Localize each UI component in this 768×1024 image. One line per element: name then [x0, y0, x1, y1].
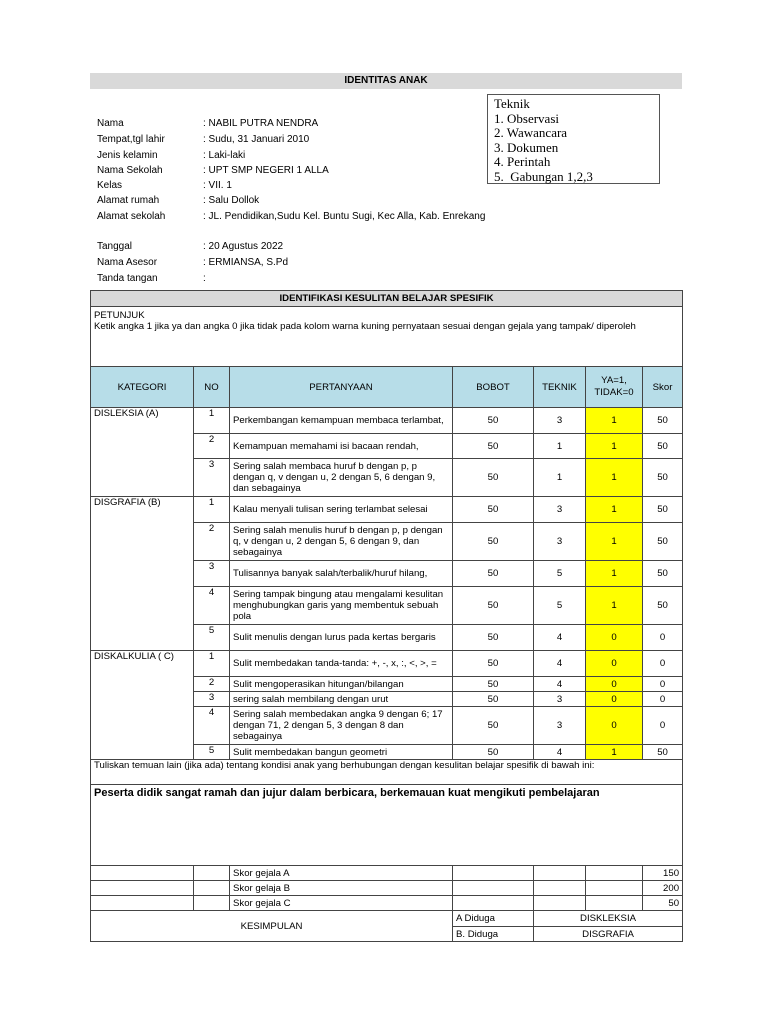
row-answer-input[interactable]: 1: [586, 497, 643, 523]
info-value: :: [203, 273, 206, 284]
row-skor: 0: [643, 707, 683, 745]
table-row: [91, 745, 683, 760]
kesimpulan-item-label: B. Diduga: [453, 927, 534, 942]
info-value: : UPT SMP NEGERI 1 ALLA: [203, 165, 329, 176]
score-label: Skor gejala C: [230, 896, 453, 911]
row-skor: 50: [643, 745, 683, 760]
category-label: [91, 523, 194, 561]
row-bobot: 50: [453, 434, 534, 459]
category-label: [91, 459, 194, 497]
row-answer-input[interactable]: 1: [586, 745, 643, 760]
info-value: : Sudu, 31 Januari 2010: [203, 134, 310, 145]
section-title: IDENTIFIKASI KESULITAN BELAJAR SPESIFIK: [91, 291, 683, 307]
col-pertanyaan: PERTANYAAN: [230, 367, 453, 408]
teknik-legend: [487, 94, 660, 184]
info-value: : VII. 1: [203, 180, 232, 191]
petunjuk-text: Ketik angka 1 jika ya dan angka 0 jika tidak pada kolom warna kuning pernyataan sesuai dengan gejala yang tampak/ diperoleh: [94, 321, 636, 332]
row-teknik: 4: [534, 677, 586, 692]
row-no: 3: [194, 692, 230, 707]
table-row: [91, 651, 683, 677]
row-skor: 0: [643, 677, 683, 692]
row-teknik: 4: [534, 651, 586, 677]
col-no: NO: [194, 367, 230, 408]
row-question: Sulit menulis dengan lurus pada kertas bergaris: [230, 625, 453, 651]
row-bobot: 50: [453, 625, 534, 651]
table-row: [91, 523, 683, 561]
score-value: 200: [643, 881, 683, 896]
row-no: 5: [194, 745, 230, 760]
row-skor: 50: [643, 408, 683, 434]
info-label: Alamat sekolah: [97, 211, 166, 222]
row-teknik: 3: [534, 707, 586, 745]
row-no: 2: [194, 677, 230, 692]
row-skor: 50: [643, 459, 683, 497]
col-skor: Skor: [643, 367, 683, 408]
teknik-item: 2. Wawancara: [494, 125, 568, 140]
row-bobot: 50: [453, 745, 534, 760]
row-answer-input[interactable]: 1: [586, 408, 643, 434]
info-value: : ERMIANSA, S.Pd: [203, 257, 289, 268]
score-label: Skor gelaja B: [230, 881, 453, 896]
teknik-item: 5. Gabungan 1,2,3: [494, 168, 593, 184]
info-value: : 20 Agustus 2022: [203, 241, 284, 252]
row-no: 2: [194, 434, 230, 459]
table-row: [91, 497, 683, 523]
category-label: [91, 434, 194, 459]
row-question: Kalau menyali tulisan sering terlambat selesai: [230, 497, 453, 523]
row-answer-input[interactable]: 0: [586, 651, 643, 677]
row-answer-input[interactable]: 0: [586, 677, 643, 692]
category-label: DISKALKULIA ( C): [91, 651, 194, 677]
info-label: Nama Sekolah: [97, 165, 163, 176]
info-value: : NABIL PUTRA NENDRA: [203, 118, 319, 129]
row-skor: 50: [643, 561, 683, 587]
kesimpulan-item-value: DISGRAFIA: [534, 927, 683, 942]
temuan-label: Tuliskan temuan lain (jika ada) tentang kondisi anak yang berhubungan dengan kesulitan belajar spesifik di bawah ini:: [91, 760, 683, 785]
info-label: Nama: [97, 118, 124, 129]
row-bobot: 50: [453, 459, 534, 497]
col-kategori: KATEGORI: [91, 367, 194, 408]
row-no: 5: [194, 625, 230, 651]
row-question: Tulisannya banyak salah/terbalik/huruf hilang,: [230, 561, 453, 587]
row-bobot: 50: [453, 692, 534, 707]
score-row: [91, 866, 683, 881]
teknik-title: Teknik: [494, 96, 530, 111]
row-skor: 50: [643, 523, 683, 561]
row-question: Sulit mengoperasikan hitungan/bilangan: [230, 677, 453, 692]
info-value: : Laki-laki: [203, 150, 246, 161]
table-row: [91, 692, 683, 707]
temuan-input[interactable]: Peserta didik sangat ramah dan jujur dalam berbicara, berkemauan kuat mengikuti pembelajaran: [91, 785, 683, 866]
category-label: [91, 587, 194, 625]
row-skor: 0: [643, 692, 683, 707]
row-bobot: 50: [453, 677, 534, 692]
row-teknik: 4: [534, 745, 586, 760]
row-question: Sulit membedakan bangun geometri: [230, 745, 453, 760]
petunjuk: [91, 307, 683, 367]
row-no: 2: [194, 523, 230, 561]
row-teknik: 1: [534, 459, 586, 497]
row-no: 1: [194, 651, 230, 677]
row-teknik: 3: [534, 692, 586, 707]
column-headers: [91, 367, 683, 408]
table-row: [91, 434, 683, 459]
row-skor: 50: [643, 497, 683, 523]
row-teknik: 4: [534, 625, 586, 651]
info-label: Tempat,tgl lahir: [97, 134, 165, 145]
row-question: Kemampuan memahami isi bacaan rendah,: [230, 434, 453, 459]
category-label: [91, 707, 194, 745]
row-question: sering salah membilang dengan urut: [230, 692, 453, 707]
row-question: Sering salah membaca huruf b dengan p, p dengan q, v dengan u, 2 dengan 5, 6 dengan 9, dan sebagainya: [230, 459, 453, 497]
row-skor: 50: [643, 587, 683, 625]
kesimpulan-item-value: DISKLEKSIA: [534, 911, 683, 927]
row-skor: 50: [643, 434, 683, 459]
row-bobot: 50: [453, 497, 534, 523]
category-label: DISGRAFIA (B): [91, 497, 194, 523]
score-label: Skor gejala A: [230, 866, 453, 881]
row-answer-input[interactable]: 0: [586, 692, 643, 707]
score-row: [91, 896, 683, 911]
row-bobot: 50: [453, 408, 534, 434]
category-label: DISLEKSIA (A): [91, 408, 194, 434]
kesimpulan-item-label: A Diduga: [453, 911, 534, 927]
kesimpulan-row: [91, 911, 683, 927]
row-bobot: 50: [453, 651, 534, 677]
row-no: 1: [194, 408, 230, 434]
row-teknik: 5: [534, 561, 586, 587]
teknik-item: 3. Dokumen: [494, 139, 559, 155]
category-label: [91, 625, 194, 651]
row-answer-input[interactable]: 0: [586, 707, 643, 745]
score-value: 50: [643, 896, 683, 911]
row-bobot: 50: [453, 587, 534, 625]
info-label: Alamat rumah: [97, 195, 160, 206]
row-no: 3: [194, 561, 230, 587]
table-row: [91, 707, 683, 745]
row-no: 1: [194, 497, 230, 523]
row-answer-input[interactable]: 1: [586, 587, 643, 625]
info-label: Kelas: [97, 180, 123, 191]
row-answer-input[interactable]: 1: [586, 459, 643, 497]
row-teknik: 5: [534, 587, 586, 625]
teknik-item: 4. Perintah: [494, 154, 551, 169]
row-teknik: 1: [534, 434, 586, 459]
row-answer-input[interactable]: 1: [586, 434, 643, 459]
row-answer-input[interactable]: 0: [586, 625, 643, 651]
row-question: Sering salah membedakan angka 9 dengan 6; 17 dengan 71, 2 dengan 5, 3 dengan 8 dan sebagainya: [230, 707, 453, 745]
row-bobot: 50: [453, 561, 534, 587]
row-teknik: 3: [534, 523, 586, 561]
row-teknik: 3: [534, 497, 586, 523]
petunjuk-title: PETUNJUK: [94, 310, 145, 321]
table-row: [91, 625, 683, 651]
info-value: : JL. Pendidikan,Sudu Kel. Buntu Sugi, Kec Alla, Kab. Enrekang: [203, 211, 486, 222]
row-skor: 0: [643, 625, 683, 651]
row-answer-input[interactable]: 1: [586, 523, 643, 561]
col-ya-tidak: YA=1, TIDAK=0: [586, 367, 643, 408]
row-question: Sering salah menulis huruf b dengan p, p dengan q, v dengan u, 2 dengan 5, 6 dengan 9, dan sebagainya: [230, 523, 453, 561]
info-label: Tanda tangan: [97, 273, 158, 284]
category-label: [91, 692, 194, 707]
info-label: Jenis kelamin: [97, 150, 158, 161]
row-skor: 0: [643, 651, 683, 677]
row-bobot: 50: [453, 523, 534, 561]
row-no: 4: [194, 587, 230, 625]
table-row: [91, 587, 683, 625]
info-label: Nama Asesor: [97, 257, 158, 268]
info-value: : Salu Dollok: [203, 195, 260, 206]
score-row: [91, 881, 683, 896]
table-row: [91, 408, 683, 434]
row-teknik: 3: [534, 408, 586, 434]
category-label: [91, 561, 194, 587]
identity-title: IDENTITAS ANAK: [90, 73, 682, 89]
info-label: Tanggal: [97, 241, 133, 252]
row-question: Perkembangan kemampuan membaca terlambat,: [230, 408, 453, 434]
col-teknik: TEKNIK: [534, 367, 586, 408]
table-row: [91, 561, 683, 587]
category-label: [91, 745, 194, 760]
teknik-item: 1. Observasi: [494, 110, 559, 126]
row-bobot: 50: [453, 707, 534, 745]
table-row: [91, 459, 683, 497]
row-question: Sulit membedakan tanda-tanda: +, -, x, :, <, >, =: [230, 651, 453, 677]
row-question: Sering tampak bingung atau mengalami kesulitan menghubungkan garis yang membentuk sebuah pola: [230, 587, 453, 625]
kesimpulan-label: KESIMPULAN: [91, 911, 453, 942]
row-answer-input[interactable]: 1: [586, 561, 643, 587]
score-value: 150: [643, 866, 683, 881]
assessment-table: [90, 290, 683, 942]
row-no: 4: [194, 707, 230, 745]
category-label: [91, 677, 194, 692]
row-no: 3: [194, 459, 230, 497]
col-bobot: BOBOT: [453, 367, 534, 408]
table-row: [91, 677, 683, 692]
